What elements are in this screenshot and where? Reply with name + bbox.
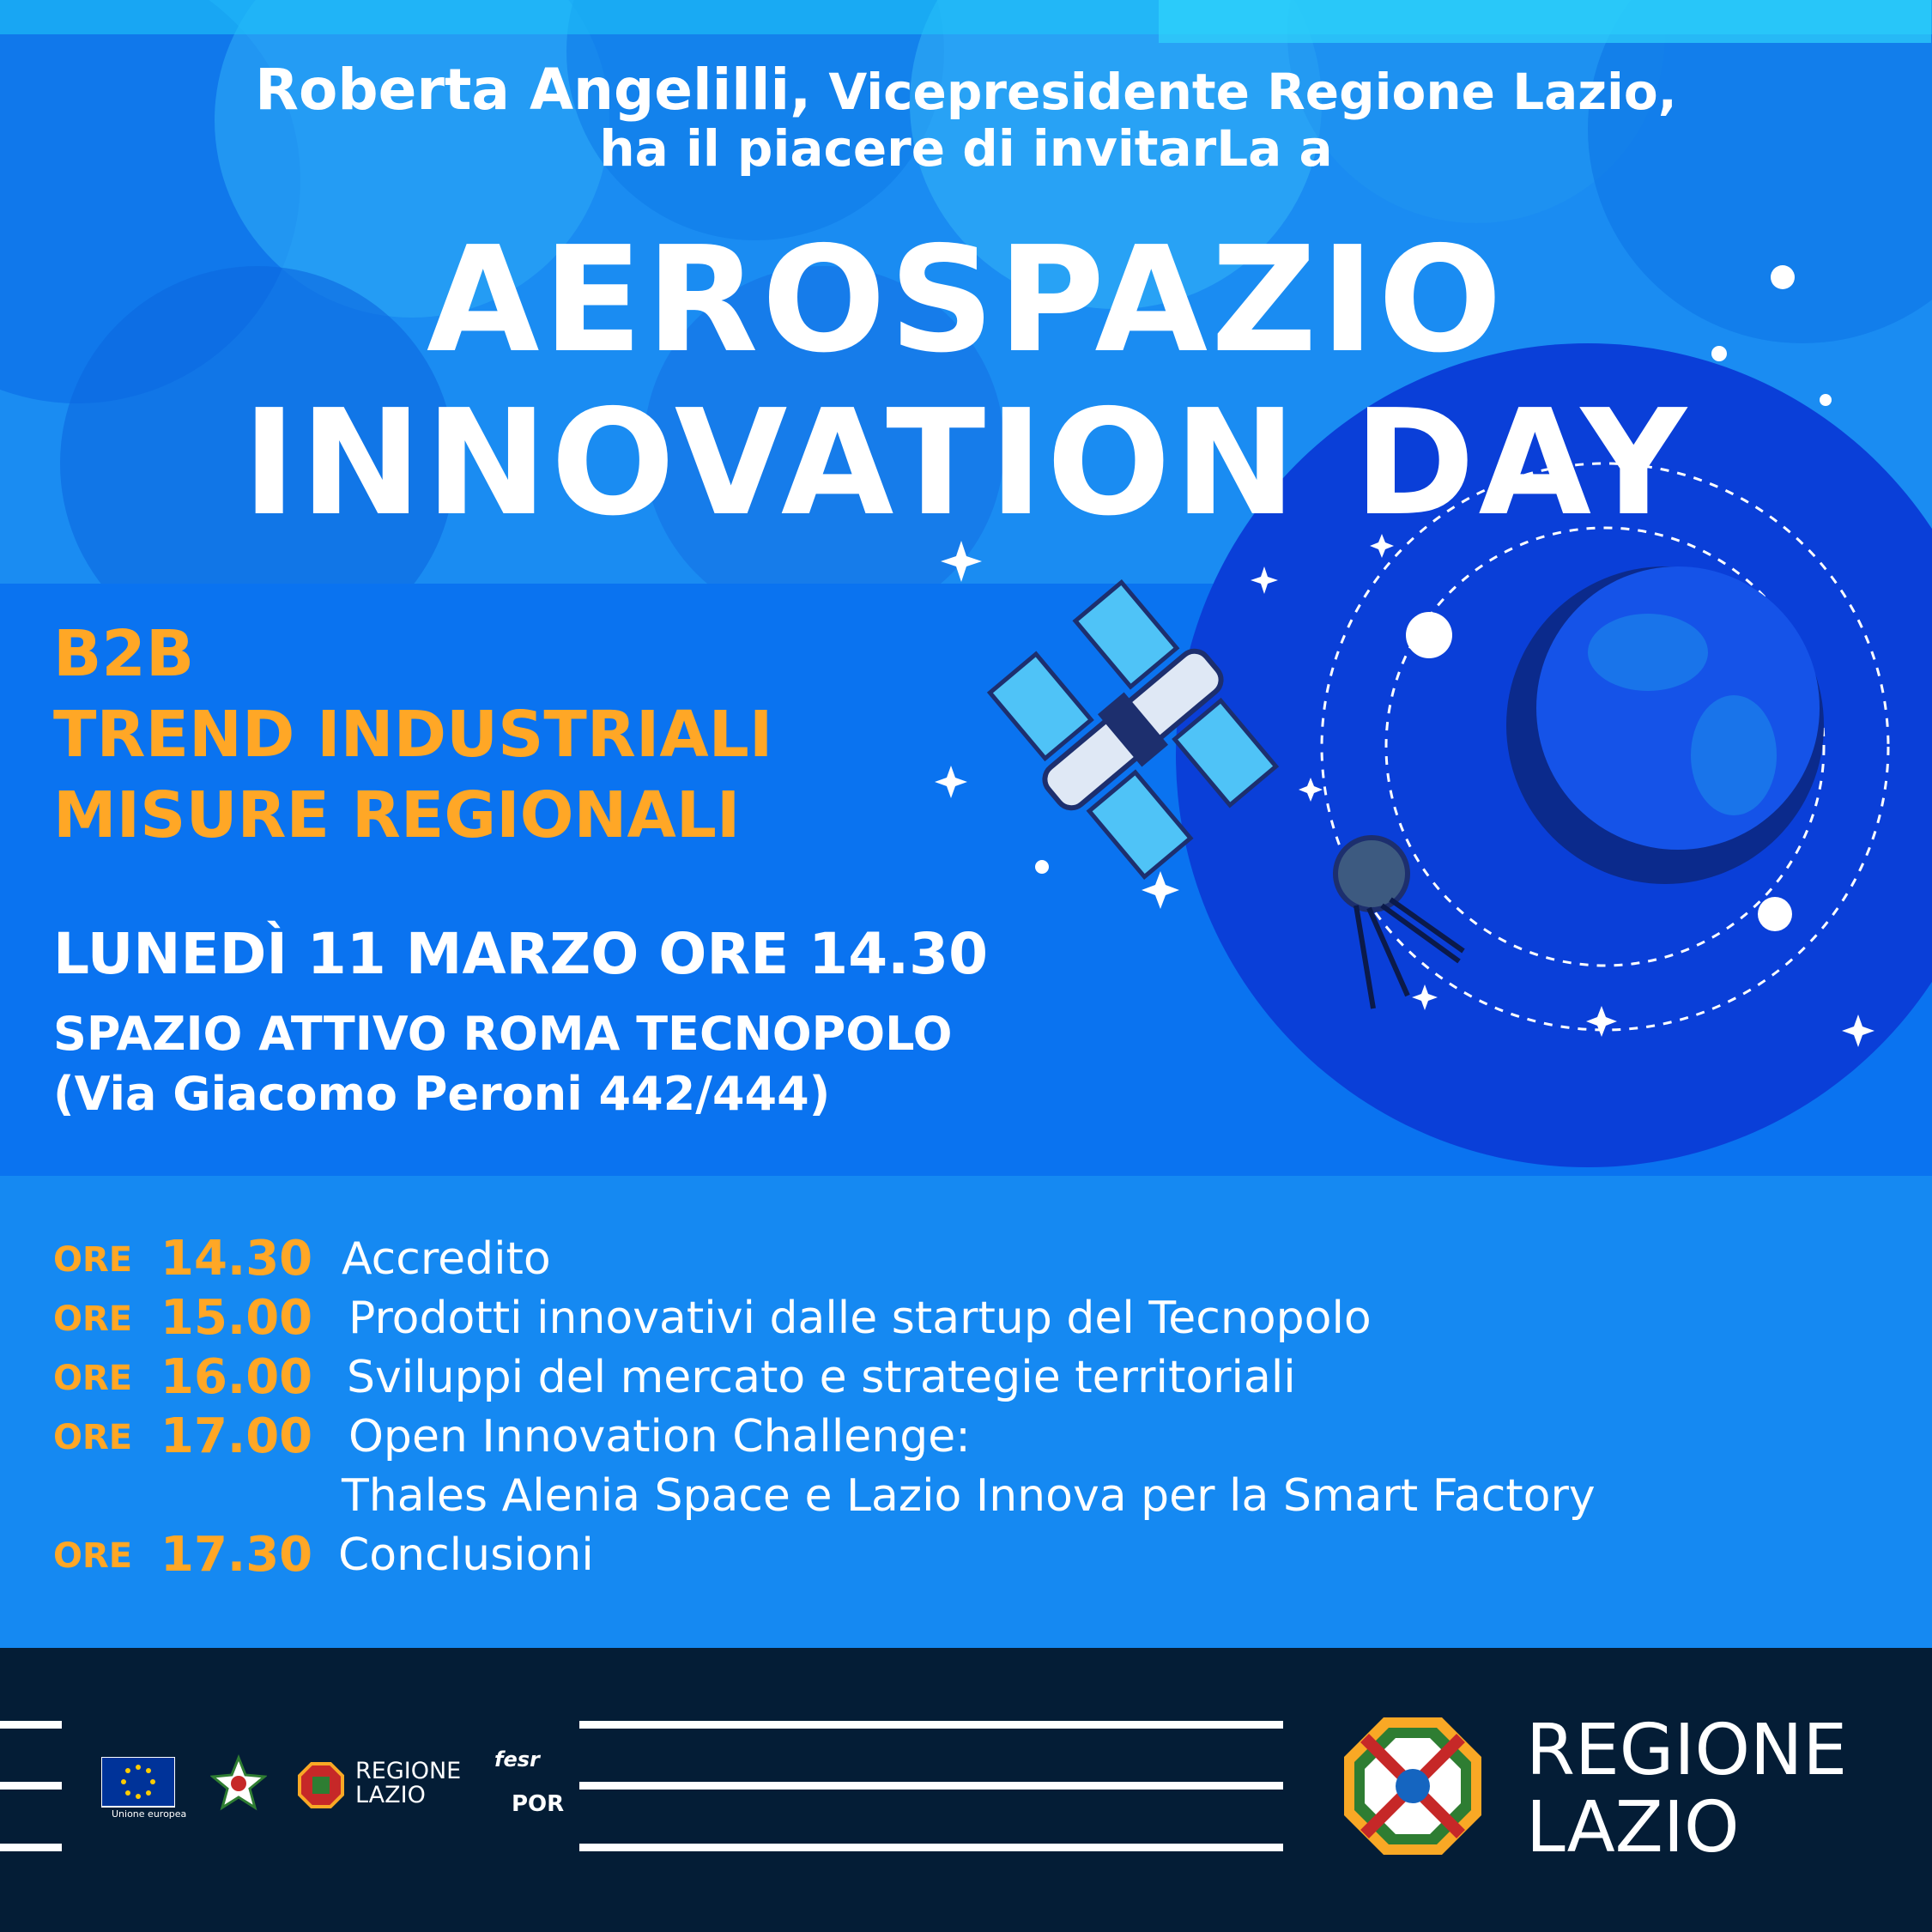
program-desc-line2: Thales Alenia Space e Lazio Innova per la Smart Factory: [342, 1470, 1596, 1522]
program-time: 14.30: [160, 1231, 313, 1287]
footer-bar: [0, 1648, 1932, 1932]
footer-line: [0, 1844, 62, 1851]
footer-line: [579, 1844, 1283, 1851]
program-desc: Sviluppi del mercato e strategie territoriali: [347, 1352, 1296, 1403]
program-ore: ORE: [53, 1299, 133, 1339]
host-name: Roberta Angelilli,: [255, 57, 812, 123]
region-lazio-emblem-icon: [1341, 1714, 1485, 1858]
event-address: (Via Giacomo Peroni 442/444): [53, 1067, 831, 1121]
invitation-host-line: [0, 57, 1932, 123]
program-time: 17.00: [160, 1408, 313, 1464]
title-line-2: INNOVATION DAY: [242, 379, 1690, 548]
program-time: 16.00: [160, 1349, 313, 1405]
footer-line: [579, 1782, 1283, 1790]
footer-line: [579, 1721, 1283, 1729]
program-ore: ORE: [53, 1240, 133, 1280]
program-time: 17.30: [160, 1527, 313, 1583]
program-desc: Conclusioni: [338, 1529, 594, 1581]
program-ore: ORE: [53, 1359, 133, 1398]
event-date: LUNEDÌ 11 MARZO ORE 14.30: [53, 921, 989, 987]
eu-label: Unione europea: [112, 1808, 187, 1820]
small-region-emblem-icon: [298, 1762, 344, 1808]
program-ore: ORE: [53, 1418, 133, 1457]
topic-b2b: B2B: [53, 617, 195, 691]
program-desc: Open Innovation Challenge:: [348, 1411, 971, 1463]
topic-trend: TREND INDUSTRIALI: [53, 698, 773, 772]
title-line-1: AEROSPAZIO: [426, 215, 1506, 385]
small-region-line2: LAZIO: [355, 1782, 426, 1808]
small-region-line1: REGIONE: [355, 1758, 462, 1784]
big-region-line2: LAZIO: [1526, 1787, 1740, 1868]
big-region-line1: REGIONE: [1526, 1710, 1848, 1791]
italian-emblem-icon: [210, 1754, 267, 1814]
footer-line: [0, 1721, 62, 1729]
program-ore: ORE: [53, 1536, 133, 1576]
program-desc: Accredito: [342, 1233, 551, 1285]
invite-line: ha il piacere di invitarLa a: [599, 119, 1333, 178]
por-label: POR: [512, 1791, 565, 1817]
topic-misure: MISURE REGIONALI: [53, 778, 741, 852]
program-time: 15.00: [160, 1290, 313, 1346]
footer-line: [0, 1782, 62, 1790]
host-role: Vicepresidente Regione Lazio,: [828, 63, 1677, 121]
event-venue: SPAZIO ATTIVO ROMA TECNOPOLO: [53, 1007, 953, 1061]
fesr-label: fesr: [494, 1747, 540, 1772]
program-desc: Prodotti innovativi dalle startup del Tecnopolo: [348, 1293, 1372, 1344]
